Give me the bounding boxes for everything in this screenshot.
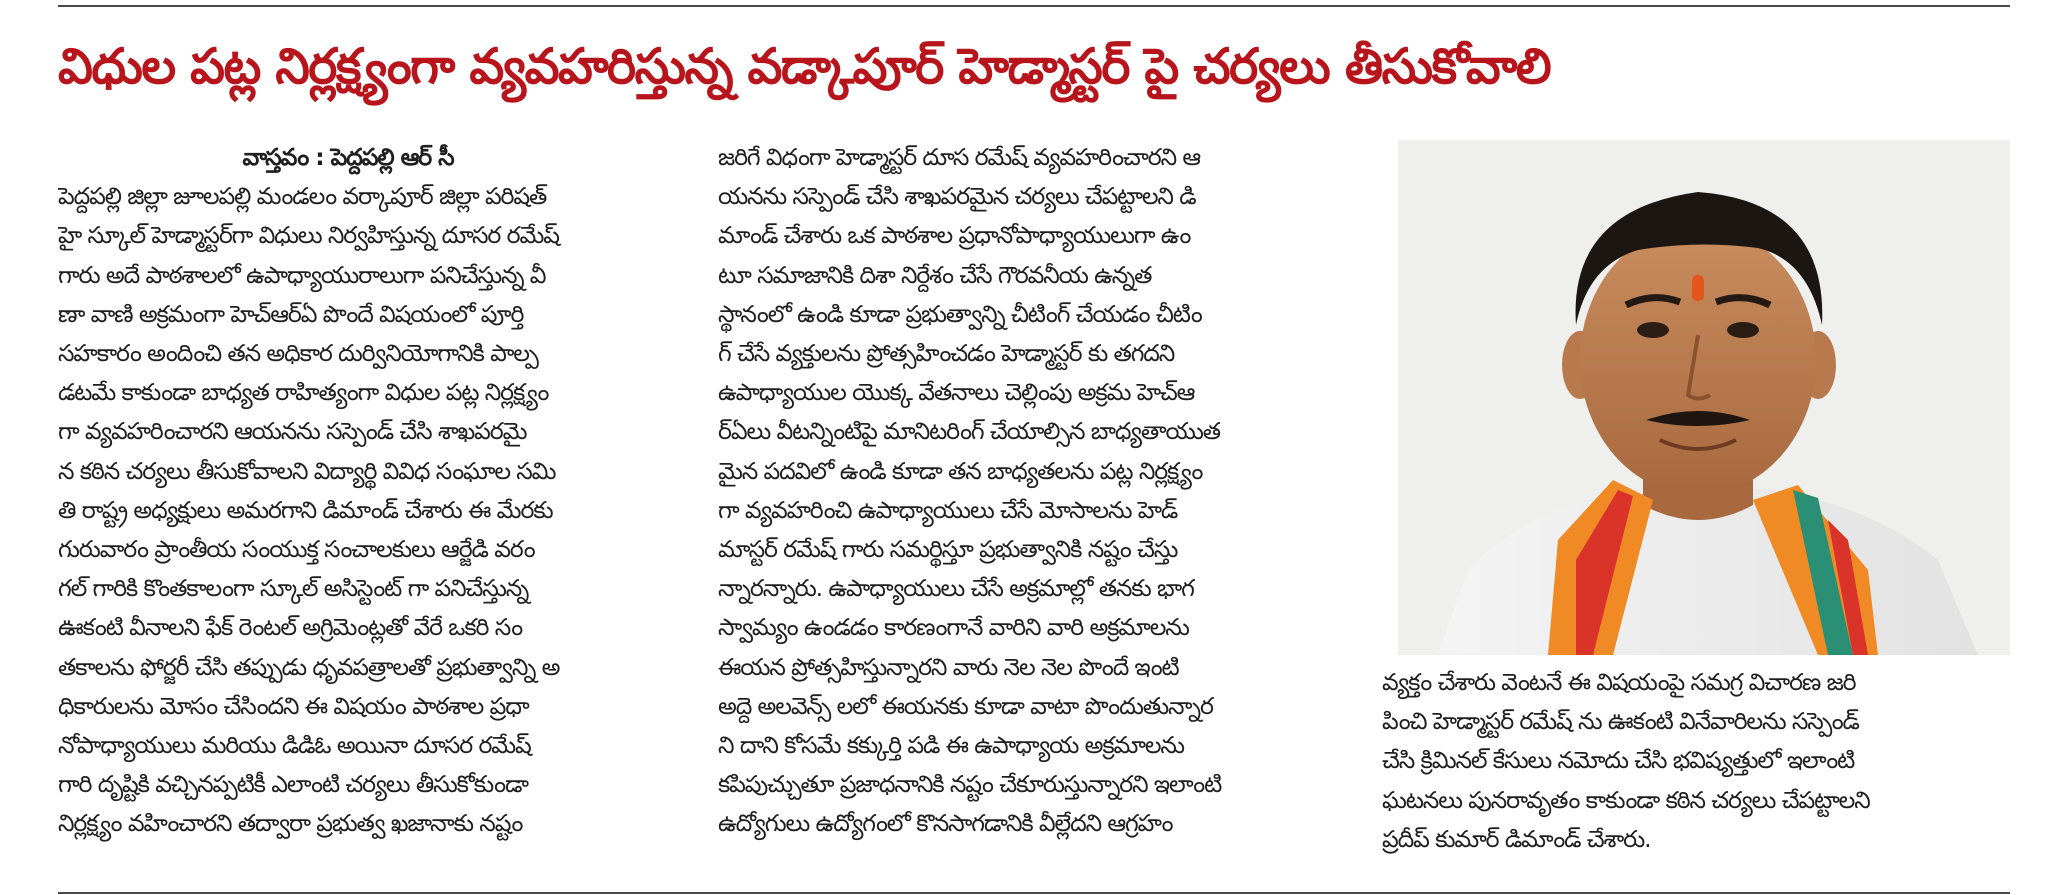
column-2-line: గా వ్యవహరించి ఉపాధ్యాయులు చేసే మోసాలను హెడ్ bbox=[718, 495, 1178, 524]
column-2-line: ర్ఏలు వీటన్నింటిపై మానిటరింగ్ చేయాల్సిన బాధ్యతాయుత bbox=[718, 417, 1220, 446]
column-3-line: ప్రదీప్ కుమార్ డిమాండ్ చేశారు. bbox=[1382, 824, 1651, 853]
column-2-line: గ్ చేసే వ్యక్తులను ప్రోత్సహించడం హెడ్మాస్టర్ కు తగదని bbox=[718, 339, 1175, 368]
column-2-line: స్వామ్యం ఉండడం కారణంగానే వారిని వారి అక్రమాలను bbox=[718, 613, 1189, 642]
column-2-line: ఈయన ప్రోత్సహిస్తున్నారని వారు నెల నెల పొందే ఇంటి bbox=[718, 652, 1179, 681]
column-2-line: కపిపుచ్చుతూ ప్రజాధనానికి నష్టం చేకూరుస్తున్నారని ఇలాంటి bbox=[718, 770, 1222, 799]
headline: విధుల పట్ల నిర్లక్ష్యంగా వ్యవహరిస్తున్న వడ్కాపూర్ హెడ్మాస్టర్ పై చర్యలు తీసుకోవాలి bbox=[58, 38, 1551, 95]
column-3-line: పించి హెడ్మాస్టర్ రమేష్ ను ఊకంటి వినేవారిలను సస్పెండ్ bbox=[1382, 707, 1859, 736]
column-2-line: మాస్టర్ రమేష్ గారు సమర్థిస్తూ ప్రభుత్వానికి నష్టం చేస్తు bbox=[718, 535, 1178, 564]
column-1-line: డటమే కాకుండా బాధ్యత రాహిత్యంగా విధుల పట్ల నిర్లక్ష్యం bbox=[58, 378, 549, 407]
column-1-line: గురువారం ప్రాంతీయ సంయుక్త సంచాలకులు ఆర్జేడి వరం bbox=[58, 535, 535, 564]
column-2-line: ఉద్యోగులు ఉద్యోగంలో కొనసాగడానికి వీల్లేదని ఆగ్రహం bbox=[718, 809, 1173, 838]
column-2-line: ని దాని కోసమే కక్కుర్తి పడి ఈ ఉపాధ్యాయ అక్రమాలను bbox=[718, 731, 1184, 760]
bottom-rule bbox=[58, 892, 2010, 894]
column-2-line: ఉపాధ్యాయుల యొక్క వేతనాలు చెల్లింపు అక్రమ హెచ్ఆ bbox=[718, 378, 1195, 407]
column-1-line: నిర్లక్ష్యం వహించారని తద్వారా ప్రభుత్వ ఖజానాకు నష్టం bbox=[58, 809, 523, 838]
byline: వాస్తవం : పెద్దపల్లి ఆర్ సీ bbox=[242, 143, 454, 171]
column-2-line: యనను సస్పెండ్ చేసి శాఖపరమైన చర్యలు చేపట్టాలని డి bbox=[718, 182, 1196, 211]
column-2-line: టూ సమాజానికి దిశా నిర్దేశం చేసే గౌరవనీయ ఉన్నత bbox=[718, 260, 1152, 289]
column-2-line: మాండ్ చేశారు ఒక పాఠశాల ప్రధానోపాధ్యాయులుగా ఉం bbox=[718, 221, 1191, 250]
column-1-line: గల్ గారికి కొంతకాలంగా స్కూల్ అసిస్టెంట్ గా పనిచేస్తున్న bbox=[58, 574, 529, 603]
column-2-line: స్థానంలో ఉండి కూడా ప్రభుత్వాన్ని చీటింగ్ చేయడం చీటిం bbox=[718, 299, 1202, 328]
column-1-line: పెద్దపల్లి జిల్లా జూలపల్లి మండలం వర్కాపూర్ జిల్లా పరిషత్ bbox=[58, 182, 547, 211]
article-column-2 bbox=[718, 138, 1358, 844]
column-1-line: ఊకంటి వీనాలని ఫేక్ రెంటల్ అగ్రిమెంట్లతో వేరే ఒకరి సం bbox=[58, 613, 523, 642]
column-1-line: ణా వాణి అక్రమంగా హెచ్ఆర్ఏ పొందే విషయంలో పూర్తి bbox=[58, 299, 524, 328]
article-column-1 bbox=[58, 138, 698, 844]
column-2-line: అద్దె అలవెన్స్ లలో ఈయనకు కూడా వాటా పొందుతున్నార bbox=[718, 691, 1213, 720]
column-1-line: నోపాధ్యాయులు మరియు డిడిఓ అయినా దూసర రమేష్ bbox=[58, 731, 531, 760]
column-2-line: మైన పదవిలో ఉండి కూడా తన బాధ్యతలను పట్ల నిర్లక్ష్యం bbox=[718, 456, 1203, 485]
article-column-3 bbox=[1382, 663, 2012, 859]
top-rule bbox=[58, 5, 2010, 7]
column-1-line: గా వ్యవహరించారని ఆయనను సస్పెండ్ చేసి శాఖపరమై bbox=[58, 417, 527, 446]
column-1-line: గారు అదే పాఠశాలలో ఉపాధ్యాయురాలుగా పనిచేస్తున్న వీ bbox=[58, 260, 546, 289]
column-2-line: జరిగే విధంగా హెడ్మాస్టర్ దూస రమేష్ వ్యవహరించారని ఆ bbox=[718, 143, 1201, 171]
column-1-line: సహకారం అందించి తన అధికార దుర్వినియోగానికి పాల్ప bbox=[58, 339, 538, 368]
column-3-line: చేసి క్రిమినల్ కేసులు నమోదు చేసి భవిష్యత్తులో ఇలాంటి bbox=[1382, 746, 1855, 775]
column-3-line: ఘటనలు పునరావృతం కాకుండా కఠిన చర్యలు చేపట్టాలని bbox=[1382, 785, 1870, 814]
column-1-line: న కఠిన చర్యలు తీసుకోవాలని విద్యార్థి వివిధ సంఘాల సమి bbox=[58, 456, 556, 485]
column-1-line: తి రాష్ట్ర అధ్యక్షులు అమరగాని డిమాండ్ చేశారు ఈ మేరకు bbox=[58, 495, 553, 524]
column-1-line: ధికారులను మోసం చేసిందని ఈ విషయం పాఠశాల ప్రధా bbox=[58, 691, 529, 720]
column-1-line: హై స్కూల్ హెడ్మాస్టర్‌గా విధులు నిర్వహిస్తున్న దూసర రమేష్ bbox=[58, 221, 559, 250]
portrait-photo bbox=[1398, 140, 2010, 655]
column-1-line: తకాలను ఫోర్జరీ చేసి తప్పుడు ధృవపత్రాలతో ప్రభుత్వాన్ని అ bbox=[58, 652, 560, 681]
column-2-line: న్నారన్నారు. ఉపాధ్యాయులు చేసే అక్రమాల్లో తనకు భాగ bbox=[718, 574, 1194, 603]
column-1-line: గారి దృష్టికి వచ్చినప్పటికీ ఎలాంటి చర్యలు తీసుకోకుండా bbox=[58, 770, 528, 799]
column-3-line: వ్యక్తం చేశారు వెంటనే ఈ విషయంపై సమగ్ర విచారణ జరి bbox=[1382, 668, 1856, 696]
